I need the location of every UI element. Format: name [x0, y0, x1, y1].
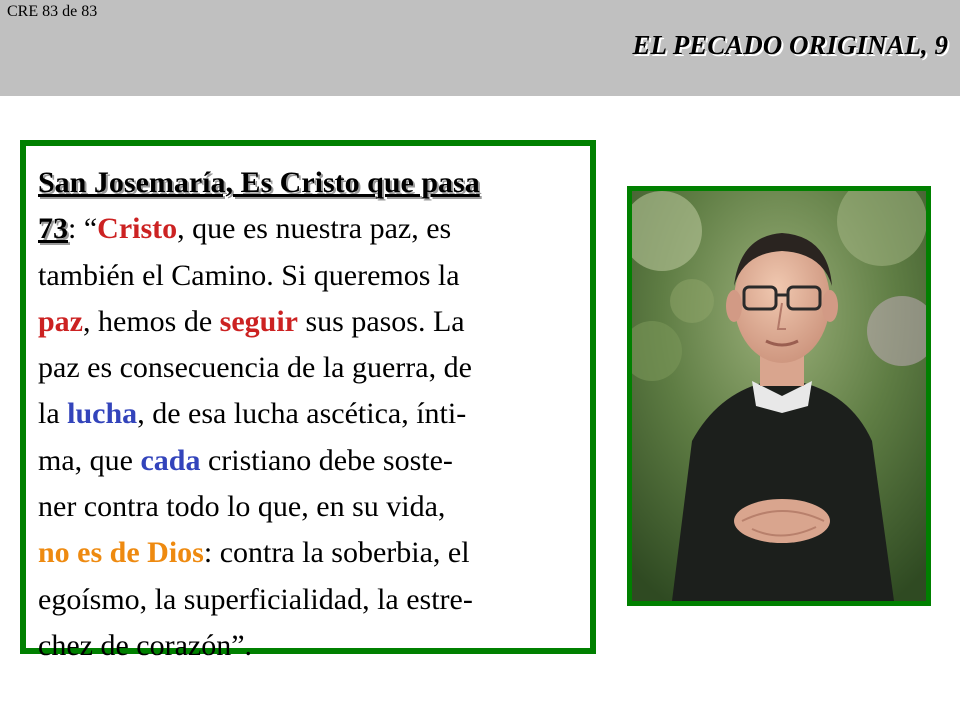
quote-segment: no es de Dios — [38, 536, 204, 570]
quote-line-10 — [38, 623, 580, 669]
quote-segment: , de esa lucha ascética, ínti- — [137, 397, 467, 431]
quote-line-3 — [38, 299, 580, 345]
quote-line-5 — [38, 391, 580, 437]
header-bar — [0, 0, 960, 96]
quote-box — [20, 140, 596, 662]
quote-line-6 — [38, 438, 580, 484]
quote-source: San Josemaría, Es Cristo que pasa — [38, 166, 480, 199]
quote-line-4 — [38, 345, 580, 391]
quote-line-0 — [38, 160, 580, 206]
quote-segment: paz es consecuencia de la guerra, de — [38, 351, 472, 385]
quote-line-1 — [38, 206, 580, 252]
quote-segment: ner contra todo lo que, en su vida, — [38, 490, 446, 524]
quote-line-7 — [38, 484, 580, 530]
slide-counter: CRE 83 de 83 — [7, 3, 98, 20]
quote-number: 73 — [38, 212, 68, 246]
quote-segment: sus pasos. La — [297, 304, 465, 338]
quote-line-8 — [38, 530, 580, 576]
quote-segment: : “ — [68, 212, 98, 246]
quote-segment: lucha — [67, 397, 138, 431]
portrait-photo-icon — [632, 191, 926, 601]
quote-text — [38, 160, 580, 669]
quote-segment: egoísmo, la superficialidad, la estre- — [38, 582, 473, 616]
slide-title: EL PECADO ORIGINAL, 9 — [632, 30, 948, 60]
quote-segment: , que es nuestra paz, es — [177, 212, 452, 246]
quote-segment: ma, que — [38, 443, 141, 477]
quote-segment: : contra la soberbia, el — [203, 536, 470, 570]
quote-segment: cristiano debe soste- — [200, 443, 453, 477]
quote-segment: , hemos de — [83, 304, 220, 338]
quote-line-2 — [38, 253, 580, 299]
quote-segment: chez de corazón”. — [38, 628, 253, 662]
quote-segment: también el Camino. Si queremos la — [38, 258, 460, 292]
quote-segment: paz — [38, 304, 83, 338]
quote-segment: cada — [140, 443, 201, 477]
quote-line-9 — [38, 577, 580, 623]
portrait-photo — [627, 186, 931, 606]
quote-segment: la — [38, 397, 68, 431]
quote-segment: Cristo — [97, 212, 178, 246]
quote-segment: seguir — [219, 304, 298, 338]
